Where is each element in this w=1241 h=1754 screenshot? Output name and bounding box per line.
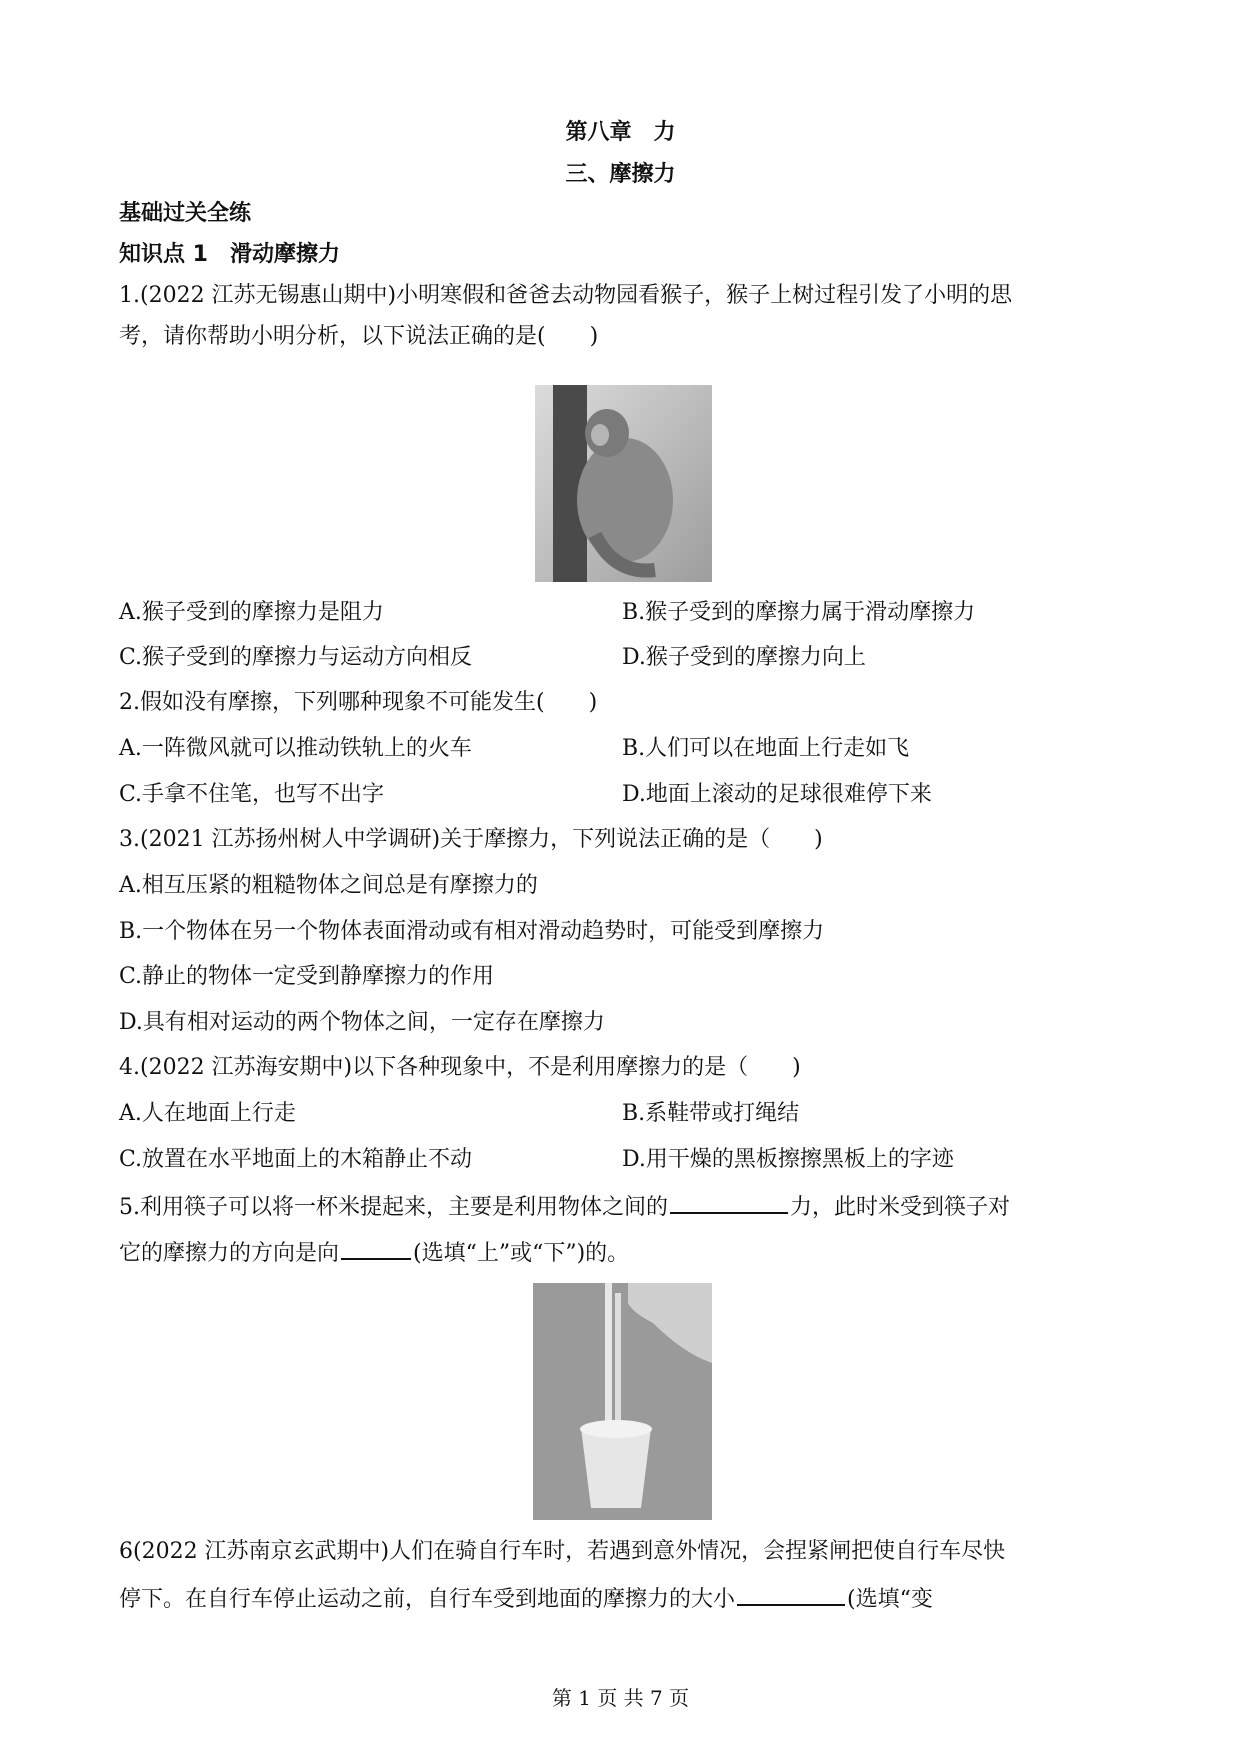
q5-line2 — [119, 1236, 629, 1269]
q6-text-2: (选填“变 — [847, 1587, 933, 1612]
monkey-photo — [535, 385, 712, 582]
q2-stem: 2.假如没有摩擦，下列哪种现象不可能发生( ) — [119, 690, 598, 715]
q1-stem-line1: 1.(2022 江苏无锡惠山期中)小明寒假和爸爸去动物园看猴子，猴子上树过程引发了小明的思 — [119, 283, 1013, 308]
chopsticks-rice-photo — [533, 1283, 712, 1520]
q6-line1: 6(2022 江苏南京玄武期中)人们在骑自行车时，若遇到意外情况，会捏紧闸把使自行车尽快 — [119, 1539, 1006, 1564]
practice-heading: 基础过关全练 — [119, 201, 252, 226]
knowledge-heading: 知识点 1 滑动摩擦力 — [119, 242, 340, 267]
q4-stem: 4.(2022 江苏海安期中)以下各种现象中，不是利用摩擦力的是（ ) — [119, 1055, 801, 1080]
q5-text-2: 力，此时米受到筷子对 — [790, 1195, 1011, 1220]
q2-option-a: A.一阵微风就可以推动铁轨上的火车 — [119, 736, 472, 761]
q4-option-b: B.系鞋带或打绳结 — [622, 1101, 800, 1126]
q5-text-1: 5.利用筷子可以将一杯米提起来，主要是利用物体之间的 — [119, 1195, 668, 1220]
q5-blank-2[interactable] — [341, 1236, 411, 1260]
q2-option-c: C.手拿不住笔，也写不出字 — [119, 782, 385, 807]
q3-option-c: C.静止的物体一定受到静摩擦力的作用 — [119, 964, 495, 989]
q4-option-c: C.放置在水平地面上的木箱静止不动 — [119, 1147, 473, 1172]
q6-line2 — [119, 1582, 933, 1615]
q4-option-a: A.人在地面上行走 — [119, 1101, 296, 1126]
q6-blank-1[interactable] — [737, 1582, 845, 1606]
chapter-title: 第八章 力 — [565, 120, 676, 145]
q3-stem: 3.(2021 江苏扬州树人中学调研)关于摩擦力，下列说法正确的是（ ) — [119, 827, 823, 852]
q3-option-d: D.具有相对运动的两个物体之间，一定存在摩擦力 — [119, 1010, 605, 1035]
q1-option-a: A.猴子受到的摩擦力是阻力 — [119, 600, 384, 625]
q5-line1 — [119, 1190, 1010, 1223]
section-title: 三、摩擦力 — [565, 162, 676, 187]
page-footer: 第 1 页 共 7 页 — [551, 1686, 690, 1710]
q1-option-c: C.猴子受到的摩擦力与运动方向相反 — [119, 645, 473, 670]
q6-text-1: 停下。在自行车停止运动之前，自行车受到地面的摩擦力的大小 — [119, 1587, 736, 1612]
q1-option-d: D.猴子受到的摩擦力向上 — [622, 645, 866, 670]
q4-option-d: D.用干燥的黑板擦擦黑板上的字迹 — [622, 1147, 954, 1172]
q5-blank-1[interactable] — [670, 1190, 788, 1214]
q1-stem-line2: 考，请你帮助小明分析，以下说法正确的是( ) — [119, 324, 599, 349]
q5-text-4: (选填“上”或“下”)的。 — [413, 1241, 630, 1266]
q3-option-b: B.一个物体在另一个物体表面滑动或有相对滑动趋势时，可能受到摩擦力 — [119, 919, 825, 944]
q5-text-3: 它的摩擦力的方向是向 — [119, 1241, 340, 1266]
q3-option-a: A.相互压紧的粗糙物体之间总是有摩擦力的 — [119, 873, 538, 898]
q2-option-b: B.人们可以在地面上行走如飞 — [622, 736, 910, 761]
q2-option-d: D.地面上滚动的足球很难停下来 — [622, 782, 932, 807]
q1-option-b: B.猴子受到的摩擦力属于滑动摩擦力 — [622, 600, 976, 625]
